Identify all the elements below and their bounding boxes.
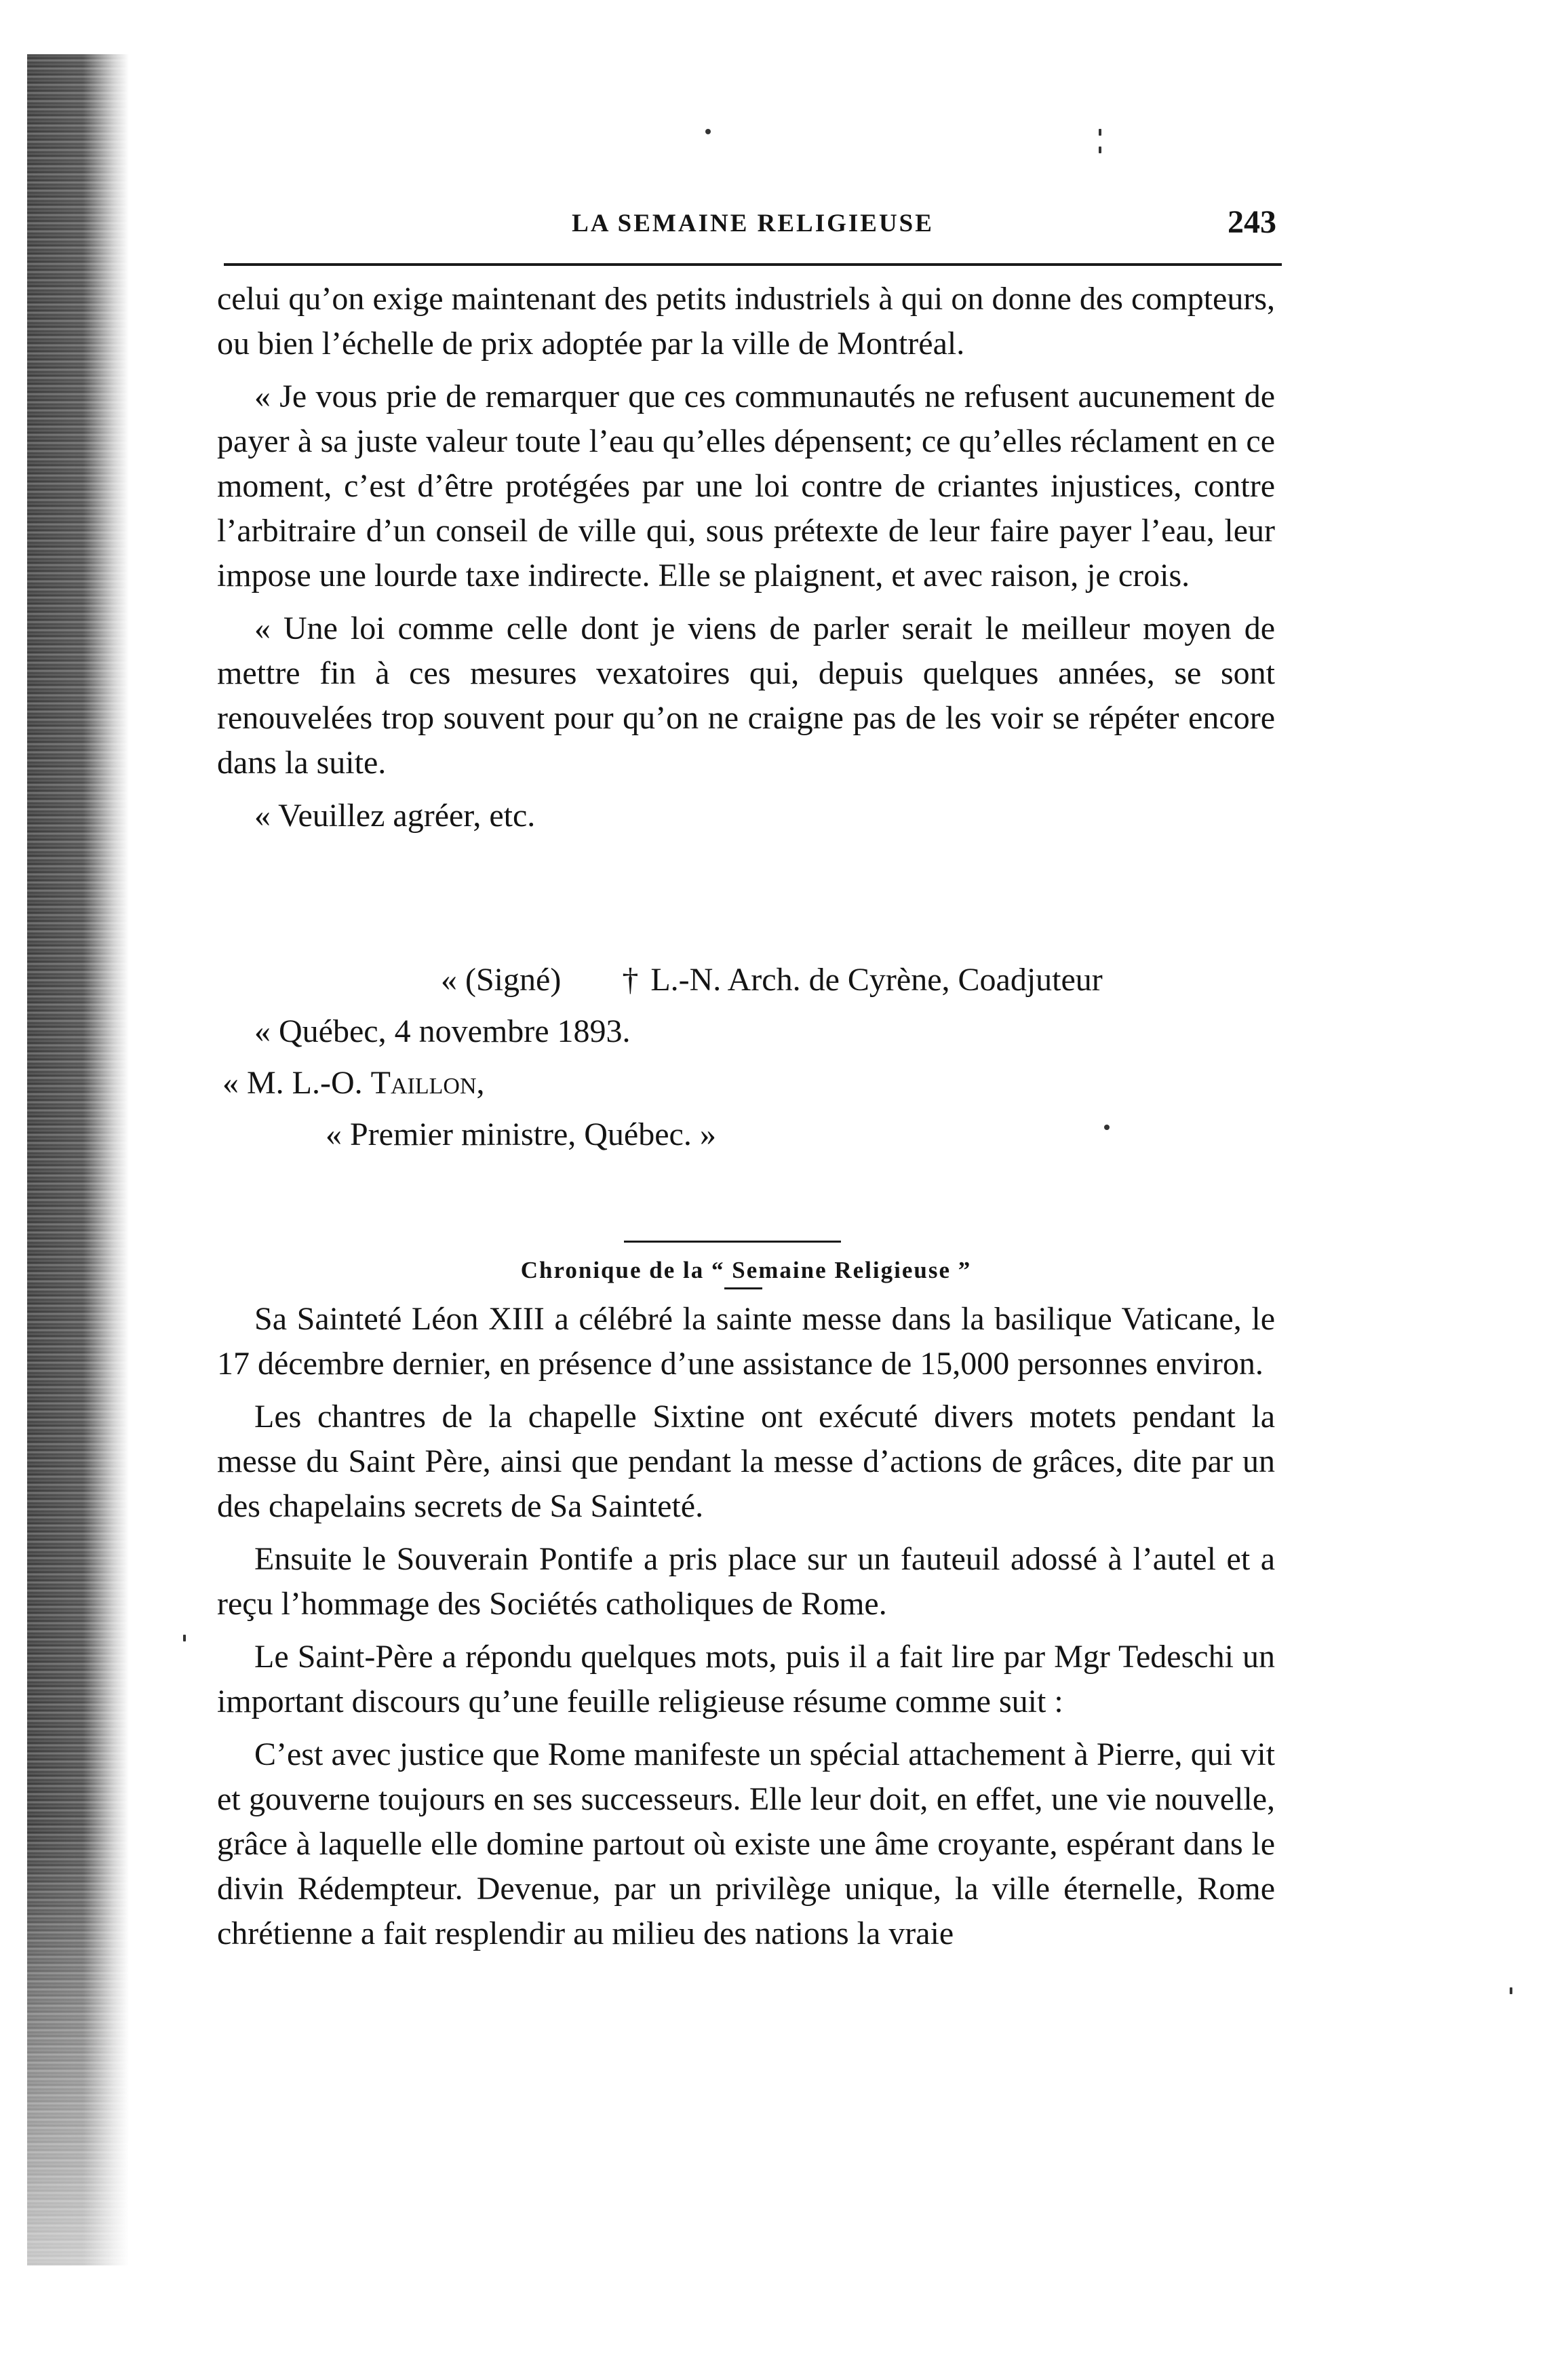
scan-speck (183, 1635, 186, 1641)
chronicle-body (217, 1297, 1275, 1964)
page-number: 243 (1228, 204, 1276, 240)
place-date-line: « Québec, 4 novembre 1893. (254, 1013, 631, 1049)
page-header (224, 203, 1282, 244)
section-title: Chronique de la “ Semaine Religieuse ” (520, 1257, 972, 1283)
signed-label: « (Signé) (441, 962, 562, 998)
section-title-dash (724, 1287, 762, 1289)
chronicle-paragraph: Le Saint-Père a répondu quelques mots, puis il a fait lire par Mgr Tedeschi un important discours qu’une feuille religieuse résume comme suit : (217, 1639, 1275, 1719)
letter-paragraph: « Je vous prie de remarquer que ces communautés ne refusent aucunement de payer à sa juste valeur toute l’eau qu’elles dépensent; ce qu’elles réclament en ce moment, c’est d’être protégées par une loi contre de criantes injustices, contre l’arbitraire d’un conseil de ville qui, sous prétexte de leur faire payer l’eau, leur impose une lourde taxe indirecte. Elle se plaignent, et avec raison, je crois. (217, 378, 1275, 593)
recipient-line (217, 1061, 1275, 1106)
scan-speck (1099, 147, 1101, 153)
chronicle-paragraph: Sa Sainteté Léon XIII a célébré la sainte messe dans la basilique Vaticane, le 17 décembre dernier, en présence d’une assistance de 15,000 personnes environ. (217, 1301, 1275, 1382)
recipient-name: Taillon, (370, 1065, 485, 1101)
signer-name: L.-N. Arch. de Cyrène, Coadjuteur (650, 962, 1103, 998)
recipient-title-line: « Premier ministre, Québec. » (326, 1116, 716, 1152)
chronicle-paragraph: Les chantres de la chapelle Sixtine ont exécuté divers motets pendant la messe du Saint Père, ainsi que pendant la messe d’actions de grâces, dite par un des chapelains secrets de Sa Sainteté. (217, 1399, 1275, 1524)
recipient-prefix: « M. L.-O. (222, 1065, 371, 1101)
running-head: LA SEMAINE RELIGIEUSE (572, 210, 934, 237)
section-divider (624, 1241, 841, 1243)
header-rule (224, 263, 1282, 266)
letter-paragraph: celui qu’on exige maintenant des petits industriels à qui on donne des compteurs, ou bien l’échelle de prix adoptée par la ville de Montréal. (217, 281, 1275, 362)
cross-symbol: † (622, 962, 639, 998)
binding-fade (27, 1831, 129, 2265)
scan-speck (1099, 129, 1101, 136)
letter-paragraph: « Une loi comme celle dont je viens de parler serait le meilleur moyen de mettre fin à ces mesures vexatoires qui, depuis quelques années, se sont renouvelées trop souvent pour qu’on ne craigne pas de les voir se répéter encore dans la suite. (217, 610, 1275, 781)
letter-signature-block (217, 958, 1275, 1164)
letter-paragraph: « Veuillez agréer, etc. (254, 798, 536, 834)
scan-speck (1510, 1987, 1512, 1994)
signature-line (217, 958, 1275, 1003)
chronicle-paragraph: C’est avec justice que Rome manifeste un spécial attachement à Pierre, qui vit et gouverne toujours en ses successeurs. Elle leur doit, en effet, une vie nouvelle, grâce à laquelle elle domine partout où existe une âme croyante, espérant dans le divin Rédempteur. Devenue, par un privilège unique, la ville éternelle, Rome chrétienne a fait resplendir au milieu des nations la vraie (217, 1736, 1275, 1951)
scan-speck (705, 129, 711, 134)
letter-body (217, 277, 1275, 846)
chronicle-paragraph: Ensuite le Souverain Pontife a pris place sur un fauteuil adossé à l’autel et a reçu l’hommage des Sociétés catholiques de Rome. (217, 1541, 1275, 1622)
